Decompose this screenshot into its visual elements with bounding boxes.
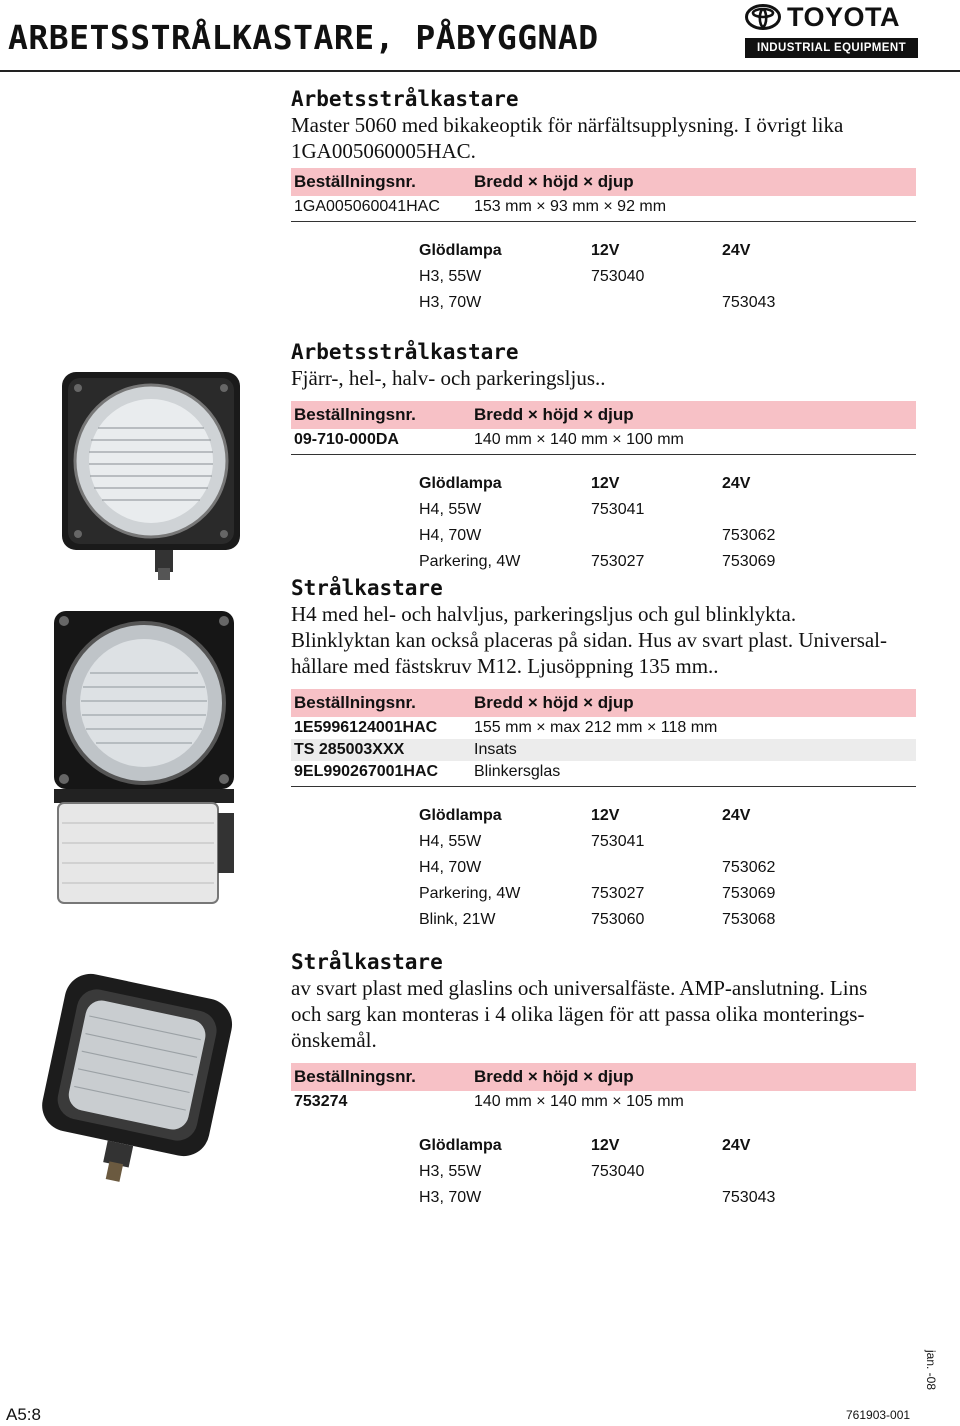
bulb-24v: 753068: [722, 911, 776, 928]
bulb-col-header: 12V: [591, 1137, 620, 1154]
bulb-col-header: 12V: [591, 475, 620, 492]
bulb-12v: 753040: [591, 268, 645, 285]
square-work-lamp-image: [30, 965, 242, 1205]
section-title: Strålkastare: [291, 576, 443, 600]
bulb-col-header: Glödlampa: [419, 807, 502, 824]
page-number: A5:8: [6, 1405, 41, 1424]
table-rule: [291, 454, 916, 455]
bulb-row: [419, 829, 916, 855]
order-number: 753274: [294, 1093, 348, 1110]
bulb-col-header: 24V: [722, 1137, 751, 1154]
order-table-header: [291, 689, 916, 717]
order-number: 1E5996124001HAC: [294, 719, 438, 736]
order-row: [291, 429, 916, 451]
table-rule: [291, 221, 916, 222]
work-lamp-image: [58, 368, 248, 583]
dimensions-header: Bredd × höjd × djup: [474, 1067, 634, 1086]
bulb-24v: 753069: [722, 885, 776, 902]
product-section-4: [291, 949, 916, 1211]
dimensions-header: Bredd × höjd × djup: [474, 693, 634, 712]
bulb-col-header: 24V: [722, 242, 751, 259]
bulb-24v: 753043: [722, 1189, 776, 1206]
order-value: 140 mm × 140 mm × 100 mm: [474, 431, 684, 448]
bulb-row: [419, 523, 916, 549]
section-description-line: hållare med fästskruv M12. Ljusöppning 135 mm..: [291, 654, 719, 678]
bulb-row: [419, 1185, 916, 1211]
header-divider: [0, 70, 960, 72]
bulb-row: [419, 549, 916, 575]
order-row: [291, 761, 916, 783]
bulb-name: H3, 70W: [419, 294, 482, 311]
section-description-line: Blinklyktan kan också placeras på sidan. Hus av svart plast. Universal-: [291, 628, 888, 652]
order-number: 09-710-000DA: [294, 431, 399, 448]
order-value: 140 mm × 140 mm × 105 mm: [474, 1093, 684, 1110]
bulb-col-header: 24V: [722, 807, 751, 824]
logo-wordmark: TOYOTA: [787, 1, 901, 32]
dimensions-header: Bredd × höjd × djup: [474, 172, 634, 191]
section-description-line: av svart plast med glaslins och universalfäste. AMP-anslutning. Lins: [291, 976, 868, 1000]
section-title: Arbetsstrålkastare: [291, 87, 519, 111]
order-value: Insats: [474, 741, 517, 758]
section-description-line: och sarg kan monteras i 4 olika lägen för att passa olika monterings-: [291, 1002, 865, 1026]
order-row: [291, 717, 916, 739]
bulb-row: [419, 264, 916, 290]
table-rule: [291, 786, 916, 787]
bulb-12v: 753027: [591, 885, 645, 902]
order-number: 1GA005060041HAC: [294, 198, 440, 215]
order-number: TS 285003XXX: [294, 741, 405, 758]
bulb-name: H3, 70W: [419, 1189, 482, 1206]
bulb-24v: 753062: [722, 527, 776, 544]
bulb-name: H4, 55W: [419, 501, 482, 518]
dimensions-header: Bredd × höjd × djup: [474, 405, 634, 424]
bulb-header-row: [419, 803, 916, 829]
bulb-row: [419, 1159, 916, 1185]
order-number-header: Beställningsnr.: [294, 1067, 416, 1086]
section-description-line: H4 med hel- och halvljus, parkeringsljus och gul blinklykta.: [291, 602, 797, 626]
revision-date: jan. -08: [924, 1350, 938, 1391]
bulb-col-header: Glödlampa: [419, 475, 502, 492]
bulb-row: [419, 855, 916, 881]
logo-subtitle: INDUSTRIAL EQUIPMENT: [745, 38, 918, 58]
order-value: 155 mm × max 212 mm × 118 mm: [474, 719, 718, 736]
order-table-header: [291, 401, 916, 429]
section-title: Arbetsstrålkastare: [291, 340, 519, 364]
bulb-24v: 753043: [722, 294, 776, 311]
bulb-name: Parkering, 4W: [419, 885, 521, 902]
bulb-12v: 753040: [591, 1163, 645, 1180]
bulb-col-header: Glödlampa: [419, 1137, 502, 1154]
bulb-12v: 753060: [591, 911, 645, 928]
bulb-name: H4, 55W: [419, 833, 482, 850]
bulb-12v: 753027: [591, 553, 645, 570]
product-section-3: [291, 575, 916, 933]
order-row: [291, 196, 916, 218]
bulb-row: [419, 290, 916, 316]
bulb-12v: 753041: [591, 501, 645, 518]
document-code: 761903-001: [846, 1408, 911, 1422]
toyota-emblem-icon: [745, 4, 781, 30]
page-title: ARBETSSTRÅLKASTARE, PÅBYGGNAD: [8, 18, 599, 57]
bulb-table: [419, 238, 916, 316]
product-section-1: [291, 86, 916, 316]
bulb-24v: 753069: [722, 553, 776, 570]
order-table-header: [291, 168, 916, 196]
order-table-header: [291, 1063, 916, 1091]
section-title: Strålkastare: [291, 950, 443, 974]
bulb-header-row: [419, 1133, 916, 1159]
order-number: 9EL990267001HAC: [294, 763, 439, 780]
bulb-header-row: [419, 238, 916, 264]
bulb-24v: 753062: [722, 859, 776, 876]
bulb-row: [419, 907, 916, 933]
toyota-logo: [745, 2, 918, 60]
section-description: Fjärr-, hel-, halv- och parkeringsljus..: [291, 366, 606, 390]
bulb-col-header: 12V: [591, 807, 620, 824]
bulb-col-header: Glödlampa: [419, 242, 502, 259]
bulb-col-header: 24V: [722, 475, 751, 492]
headlamp-with-blinker-image: [50, 607, 240, 912]
order-value: 153 mm × 93 mm × 92 mm: [474, 198, 667, 215]
section-description-line: önskemål.: [291, 1028, 377, 1052]
order-row: [291, 739, 916, 761]
order-number-header: Beställningsnr.: [294, 693, 416, 712]
bulb-row: [419, 497, 916, 523]
bulb-col-header: 12V: [591, 242, 620, 259]
bulb-table: [419, 471, 916, 575]
bulb-row: [419, 881, 916, 907]
order-number-header: Beställningsnr.: [294, 405, 416, 424]
bulb-name: H3, 55W: [419, 1163, 482, 1180]
bulb-header-row: [419, 471, 916, 497]
bulb-12v: 753041: [591, 833, 645, 850]
bulb-table: [419, 803, 916, 933]
order-value: Blinkersglas: [474, 763, 561, 780]
bulb-name: H3, 55W: [419, 268, 482, 285]
bulb-name: Parkering, 4W: [419, 553, 521, 570]
bulb-name: Blink, 21W: [419, 911, 496, 928]
order-row: [291, 1091, 916, 1113]
bulb-name: H4, 70W: [419, 859, 482, 876]
section-description: Master 5060 med bikakeoptik för närfältsupplysning. I övrigt lika 1GA005060005HAC.: [291, 113, 844, 163]
order-number-header: Beställningsnr.: [294, 172, 416, 191]
bulb-table: [419, 1133, 916, 1211]
product-section-2: [291, 339, 916, 575]
bulb-name: H4, 70W: [419, 527, 482, 544]
